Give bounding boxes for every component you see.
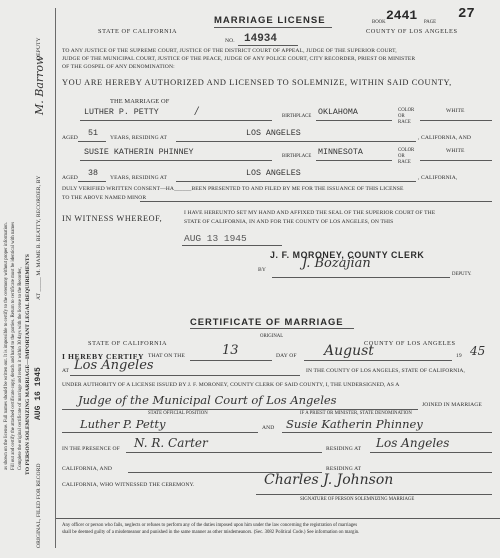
bride-signature: Susie Katherin Phinney (286, 417, 423, 431)
presence-label: IN THE PRESENCE OF (62, 446, 120, 452)
marriage-month: August (324, 343, 374, 359)
deputy-label: DEPUTY. (452, 272, 472, 277)
groom-residence: LOS ANGELES (246, 129, 301, 138)
witness-1-residence: Los Angeles (376, 436, 450, 450)
at-label: AT (62, 368, 70, 374)
margin-requirement-line-2: Complete the original certificate of marriage and return it within 30 days with the license to the Recorder, (18, 267, 23, 470)
bride-residence: LOS ANGELES (246, 169, 301, 178)
intro-line-1: TO ANY JUSTICE OF THE SUPREME COURT, JUSTICE OF THE DISTRICT COURT OF APPEAL, JUDGE OF THE SUPERIOR COURT, (62, 48, 397, 54)
book-number: 2441 (386, 8, 418, 23)
witness-text-line-2: STATE OF CALIFORNIA, IN AND FOR THE COUNTY OF LOS ANGELES, ON THIS (184, 219, 394, 225)
issue-date-stamp: AUG 13 1945 (184, 233, 247, 244)
bride-residing-label: YEARS, RESIDING AT (110, 175, 167, 181)
year-prefix: 19 (456, 353, 462, 359)
officiant-signature-label: SIGNATURE OF PERSON SOLEMNIZING MARRIAGE (300, 497, 415, 502)
bride-state-tail: , CALIFORNIA, (418, 175, 458, 181)
margin-requirement-line-3: Fill out and certify the attached certificate copy, detach and hand to the parties. Return to certificate must be identical with names (11, 221, 16, 470)
certificate-original-label: ORIGINAL (260, 334, 284, 339)
license-title: MARRIAGE LICENSE (214, 15, 326, 26)
margin-filed-label: ORIGINAL, FILED FOR RECORD (36, 463, 42, 548)
groom-age: 51 (88, 129, 98, 138)
official-position-label: STATE OFFICIAL POSITION (148, 411, 208, 416)
bride-birthplace: MINNESOTA (318, 148, 363, 157)
and-label: AND (262, 425, 275, 431)
bride-name: SUSIE KATHERIN PHINNEY (84, 148, 194, 157)
bride-birthplace-label: BIRTHPLACE (282, 154, 312, 159)
margin-requirement-line-4: as shown on the license. Full names should be written out. It is impossible to certify to the ceremony without proper information. (4, 222, 9, 470)
authorized-statement: YOU ARE HEREBY AUTHORIZED AND LICENSED TO SOLEMNIZE, WITHIN SAID COUNTY, (62, 78, 452, 87)
license-number: 14934 (244, 33, 278, 45)
certificate-title: CERTIFICATE OF MARRIAGE (190, 316, 344, 327)
margin-recorder-signature: M. Barrow (33, 55, 46, 115)
joined-in-marriage-label: JOINED IN MARRIAGE (422, 402, 482, 408)
bride-race: WHITE (446, 148, 465, 154)
groom-race: WHITE (446, 108, 465, 114)
denomination-label: IF A PRIEST OR MINISTER, STATE DENOMINATION (300, 411, 412, 416)
groom-check-mark: / (195, 106, 199, 117)
page-number: 27 (458, 6, 475, 22)
place-tail: IN THE COUNTY OF LOS ANGELES, STATE OF CALIFORNIA, (306, 368, 466, 374)
groom-color-label: COLOR (398, 108, 415, 113)
groom-or-label: OR (398, 114, 405, 119)
marriage-day: 13 (222, 343, 239, 358)
license-no-label: NO. (225, 38, 235, 44)
margin-deputy-label: DEPUTY (36, 37, 42, 60)
bride-age: 38 (88, 169, 98, 178)
page-label: PAGE (424, 20, 437, 25)
groom-signature: Luther P. Petty (80, 417, 166, 431)
witness-1-residing-label: RESIDING AT (326, 446, 362, 452)
header-state: STATE OF CALIFORNIA (98, 28, 178, 35)
officiant-signature: Charles J. Johnson (264, 472, 394, 488)
marriage-place: Los Angeles (74, 358, 154, 373)
by-label: BY (258, 267, 266, 273)
groom-state-tail: , CALIFORNIA, AND (418, 135, 471, 141)
bride-race-label: RACE (398, 160, 411, 165)
witness-heading: IN WITNESS WHEREOF, (62, 214, 163, 223)
groom-residing-label: YEARS, RESIDING AT (110, 135, 167, 141)
official-position: Judge of the Municipal Court of Los Angeles (78, 393, 337, 407)
groom-birthplace-label: BIRTHPLACE (282, 114, 312, 119)
marriage-of-label: THE MARRIAGE OF (110, 98, 170, 105)
bride-aged-label: AGED (62, 175, 78, 181)
deputy-clerk-signature: J. Bozajian (302, 256, 371, 271)
certificate-state: STATE OF CALIFORNIA (88, 340, 168, 347)
margin-requirements-heading: TO PERSON SOLEMNIZING MARRIAGE—IMPORTANT LEGAL REQUIREMENTS (25, 254, 31, 475)
margin-filed-date-stamp: AUG 16 1945 (34, 367, 43, 420)
bride-or-label: OR (398, 154, 405, 159)
certify-label: I HEREBY CERTIFY (62, 352, 145, 361)
footer-line-2: shall be deemed guilty of a misdemeanor and punished in the same manner as other misdemeanors. (Sec. 3082 Political Code.) See information on margin. (62, 530, 360, 535)
margin-recorder-label: AT _____ M. MAME B. BEATTY, RECORDER, BY (36, 175, 42, 300)
witness-1-signature: N. R. Carter (134, 436, 208, 450)
california-who-label: CALIFORNIA, WHO WITNESSED THE CEREMONY. (62, 482, 195, 488)
groom-birthplace: OKLAHOMA (318, 108, 358, 117)
header-county: COUNTY OF LOS ANGELES (366, 28, 458, 35)
groom-aged-label: AGED (62, 135, 78, 141)
under-authority-text: UNDER AUTHORITY OF A LICENSE ISSUED BY J. F. MORONEY, COUNTY CLERK OF SAID COUNTY, I, THE UNDERSIGNED, AS A (62, 382, 400, 388)
witness-text-line-1: I HAVE HEREUNTO SET MY HAND AND AFFIXED THE SEAL OF THE SUPERIOR COURT OF THE (184, 210, 436, 216)
certificate-county: COUNTY OF LOS ANGELES (364, 340, 456, 347)
county-clerk-name: J. F. MORONEY, COUNTY CLERK (270, 250, 425, 260)
bride-color-label: COLOR (398, 148, 415, 153)
marriage-year: 45 (470, 344, 486, 358)
intro-line-3: OF THE GOSPEL OF ANY DENOMINATION: (62, 64, 175, 70)
consent-line-2: TO THE ABOVE NAMED MINOR (62, 195, 147, 201)
book-label: BOOK (372, 20, 386, 25)
that-on-label: THAT ON THE (148, 353, 185, 359)
footer-line-1: Any officer or person who fails, neglects or refuses to perform any of the duties imposed upon him under the law concerning the registration of marriages (62, 523, 358, 528)
consent-line-1: DULY VERIFIED WRITTEN CONSENT—HA______BEEN PRESENTED TO AND FILED BY ME FOR THE ISSUANCE OF THIS LICENSE (62, 186, 404, 192)
day-of-label: DAY OF (276, 353, 297, 359)
intro-line-2: JUDGE OF THE MUNICIPAL COURT, JUSTICE OF THE PEACE, JUDGE OF ANY POLICE COURT, CITY RECORDER, PRIEST OR MINISTER (62, 56, 416, 62)
witness-2-residing-label: RESIDING AT (326, 466, 362, 472)
california-and-label: CALIFORNIA, AND (62, 466, 112, 472)
groom-name: LUTHER P. PETTY (84, 108, 159, 117)
groom-race-label: RACE (398, 120, 411, 125)
